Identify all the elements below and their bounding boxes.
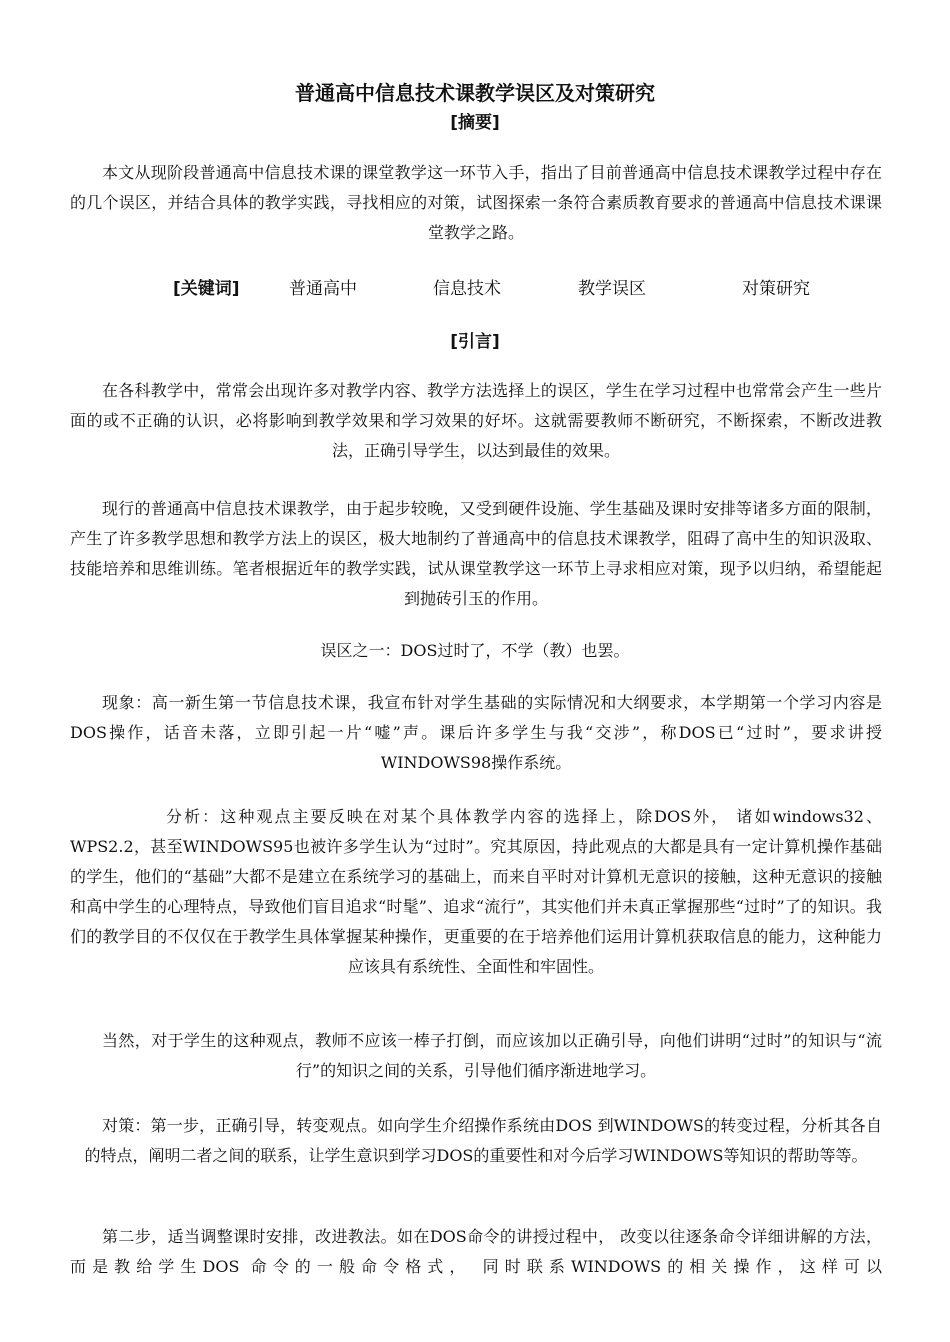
keyword-item: 对策研究: [742, 279, 810, 299]
intro-paragraph-2: 现行的普通高中信息技术课教学，由于起步较晚，又受到硬件设施、学生基础及课时安排等诸多方面的限制，产生了许多教学思想和教学方法上的误区，极大地制约了普通高中的信息技术课教学，阻碍了高中生的知识汲取、技能培养和思维训练。笔者根据近年的教学实践，试从课堂教学这一环节上寻求相应对策，现予以归纳，希望能起到抛砖引玉的作用。: [70, 499, 882, 608]
keywords-label: [关键词]: [173, 279, 240, 299]
analysis-paragraph: 分析：这种观点主要反映在对某个具体教学内容的选择上，除DOS外， 诸如windows32、WPS2.2，甚至WINDOWS95也被许多学生认为“过时”。究其原因，持此观点的大都是具有一定计算机操作基础的学生，他们的“基础”大都不是建立在系统学习的基础上，而来自平时对计算机无意识的接触，这种无意识的接触和高中学生的心理特点，导致他们盲目追求“时髦”、追求“流行”，其实他们并未真正掌握那些“过时”了的知识。我们的教学目的不仅仅在于教学生具体掌握某种操作，更重要的在于培养他们运用计算机获取信息的能力，这种能力应该具有系统性、全面性和牢固性。: [70, 807, 882, 976]
intro-heading: [引言]: [450, 332, 500, 352]
keyword-item: 普通高中: [289, 279, 357, 299]
countermeasure-paragraph: 对策：第一步，正确引导，转变观点。如向学生介绍操作系统由DOS 到WINDOWS的转变过程，分析其各自的特点，阐明二者之间的联系，让学生意识到学习DOS的重要性和对今后学习WINDOWS等知识的帮助等等。: [84, 1116, 882, 1165]
step-two-paragraph: 第二步，适当调整课时安排，改进教法。如在DOS命令的讲授过程中， 改变以往逐条命令详细讲解的方法， 而是教给学生DOS 命令的一般命令格式， 同时联系WINDOWS的相关操作，这样可以: [70, 1227, 882, 1276]
document-title: 普通高中信息技术课教学误区及对策研究: [295, 81, 655, 105]
abstract-paragraph: 本文从现阶段普通高中信息技术课的课堂教学这一环节入手，指出了目前普通高中信息技术课教学过程中存在的几个误区，并结合具体的教学实践，寻找相应的对策，试图探索一条符合素质教育要求的普通高中信息技术课课堂教学之路。: [70, 163, 882, 242]
phenomenon-paragraph: 现象：高一新生第一节信息技术课，我宣布针对学生基础的实际情况和大纲要求，本学期第一个学习内容是DOS操作，话音未落，立即引起一片“嘘”声。课后许多学生与我“交涉”，称DOS已“过时”，要求讲授WINDOWS98操作系统。: [70, 693, 882, 772]
intro-paragraph-1: 在各科教学中，常常会出现许多对教学内容、教学方法选择上的误区，学生在学习过程中也常常会产生一些片面的或不正确的认识，必将影响到教学效果和学习效果的好坏。这就需要教师不断研究，不断探索，不断改进教法，正确引导学生，以达到最佳的效果。: [70, 381, 882, 460]
abstract-heading: [摘要]: [450, 113, 500, 133]
misconception-heading: 误区之一：DOS过时了，不学（教）也罢。: [320, 641, 630, 660]
keyword-item: 信息技术: [433, 279, 501, 299]
keywords-row: [0, 274, 950, 304]
keyword-item: 教学误区: [578, 279, 646, 299]
of-course-paragraph: 当然，对于学生的这种观点，教师不应该一棒子打倒，而应该加以正确引导，向他们讲明“过时”的知识与“流行”的知识之间的关系，引导他们循序渐进地学习。: [102, 1031, 882, 1080]
